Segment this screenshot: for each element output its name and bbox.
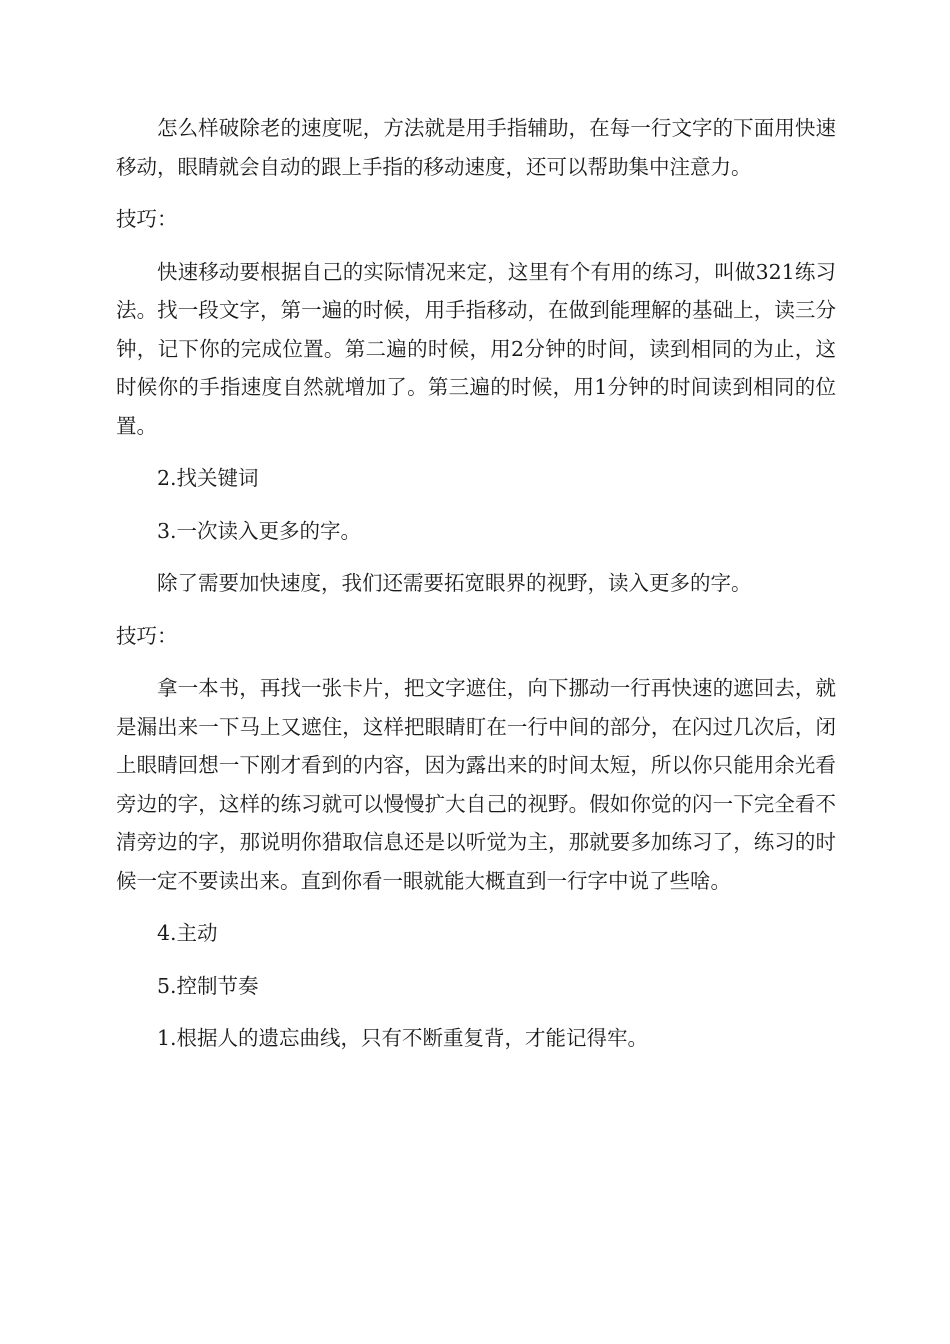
list-item-forgetting-curve: 1.根据人的遗忘曲线，只有不断重复背，才能记得牢。 (157, 1026, 649, 1050)
list-item-active: 4.主动 (157, 921, 218, 945)
document-body (116, 109, 836, 1058)
paragraph-finger-method: 怎么样破除老的速度呢，方法就是用手指辅助，在每一行文字的下面用快速移动，眼睛就会自动的跟上手指的移动速度，还可以帮助集中注意力。 (116, 116, 836, 179)
paragraph-widen-view: 除了需要加快速度，我们还需要拓宽眼界的视野，读入更多的字。 (157, 571, 752, 595)
list-item-read-more: 3.一次读入更多的字。 (157, 518, 362, 543)
tips-label: 技巧： (116, 207, 178, 231)
list-item-keywords: 2.找关键词 (157, 466, 259, 490)
tips-label-2: 技巧： (116, 623, 178, 648)
paragraph-card-exercise: 拿一本书，再找一张卡片，把文字遮住，向下挪动一行再快速的遮回去，就是漏出来一下马上又遮住，这样把眼睛盯在一行中间的部分，在闪过几次后，闭上眼睛回想一下刚才看到的内容，因为露出来的时间太短，所以你只能用余光看旁边的字，这样的练习就可以慢慢扩大自己的视野。假如你觉的闪一下完全看不清旁边的字，那说明你猎取信息还是以听觉为主，那就要多加练习了，练习的时候一定不要读出来。直到你看一眼就能大概直到一行字中说了些啥。 (116, 676, 836, 893)
list-item-rhythm: 5.控制节奏 (157, 973, 259, 998)
paragraph-321-method: 快速移动要根据自己的实际情况来定，这里有个有用的练习，叫做321练习法。找一段文字，第一遍的时候，用手指移动，在做到能理解的基础上，读三分钟，记下你的完成位置。第二遍的时候，用2分钟的时间，读到相同的为止，这时候你的手指速度自然就增加了。第三遍的时候，用1分钟的时间读到相同的位置。 (116, 259, 836, 438)
